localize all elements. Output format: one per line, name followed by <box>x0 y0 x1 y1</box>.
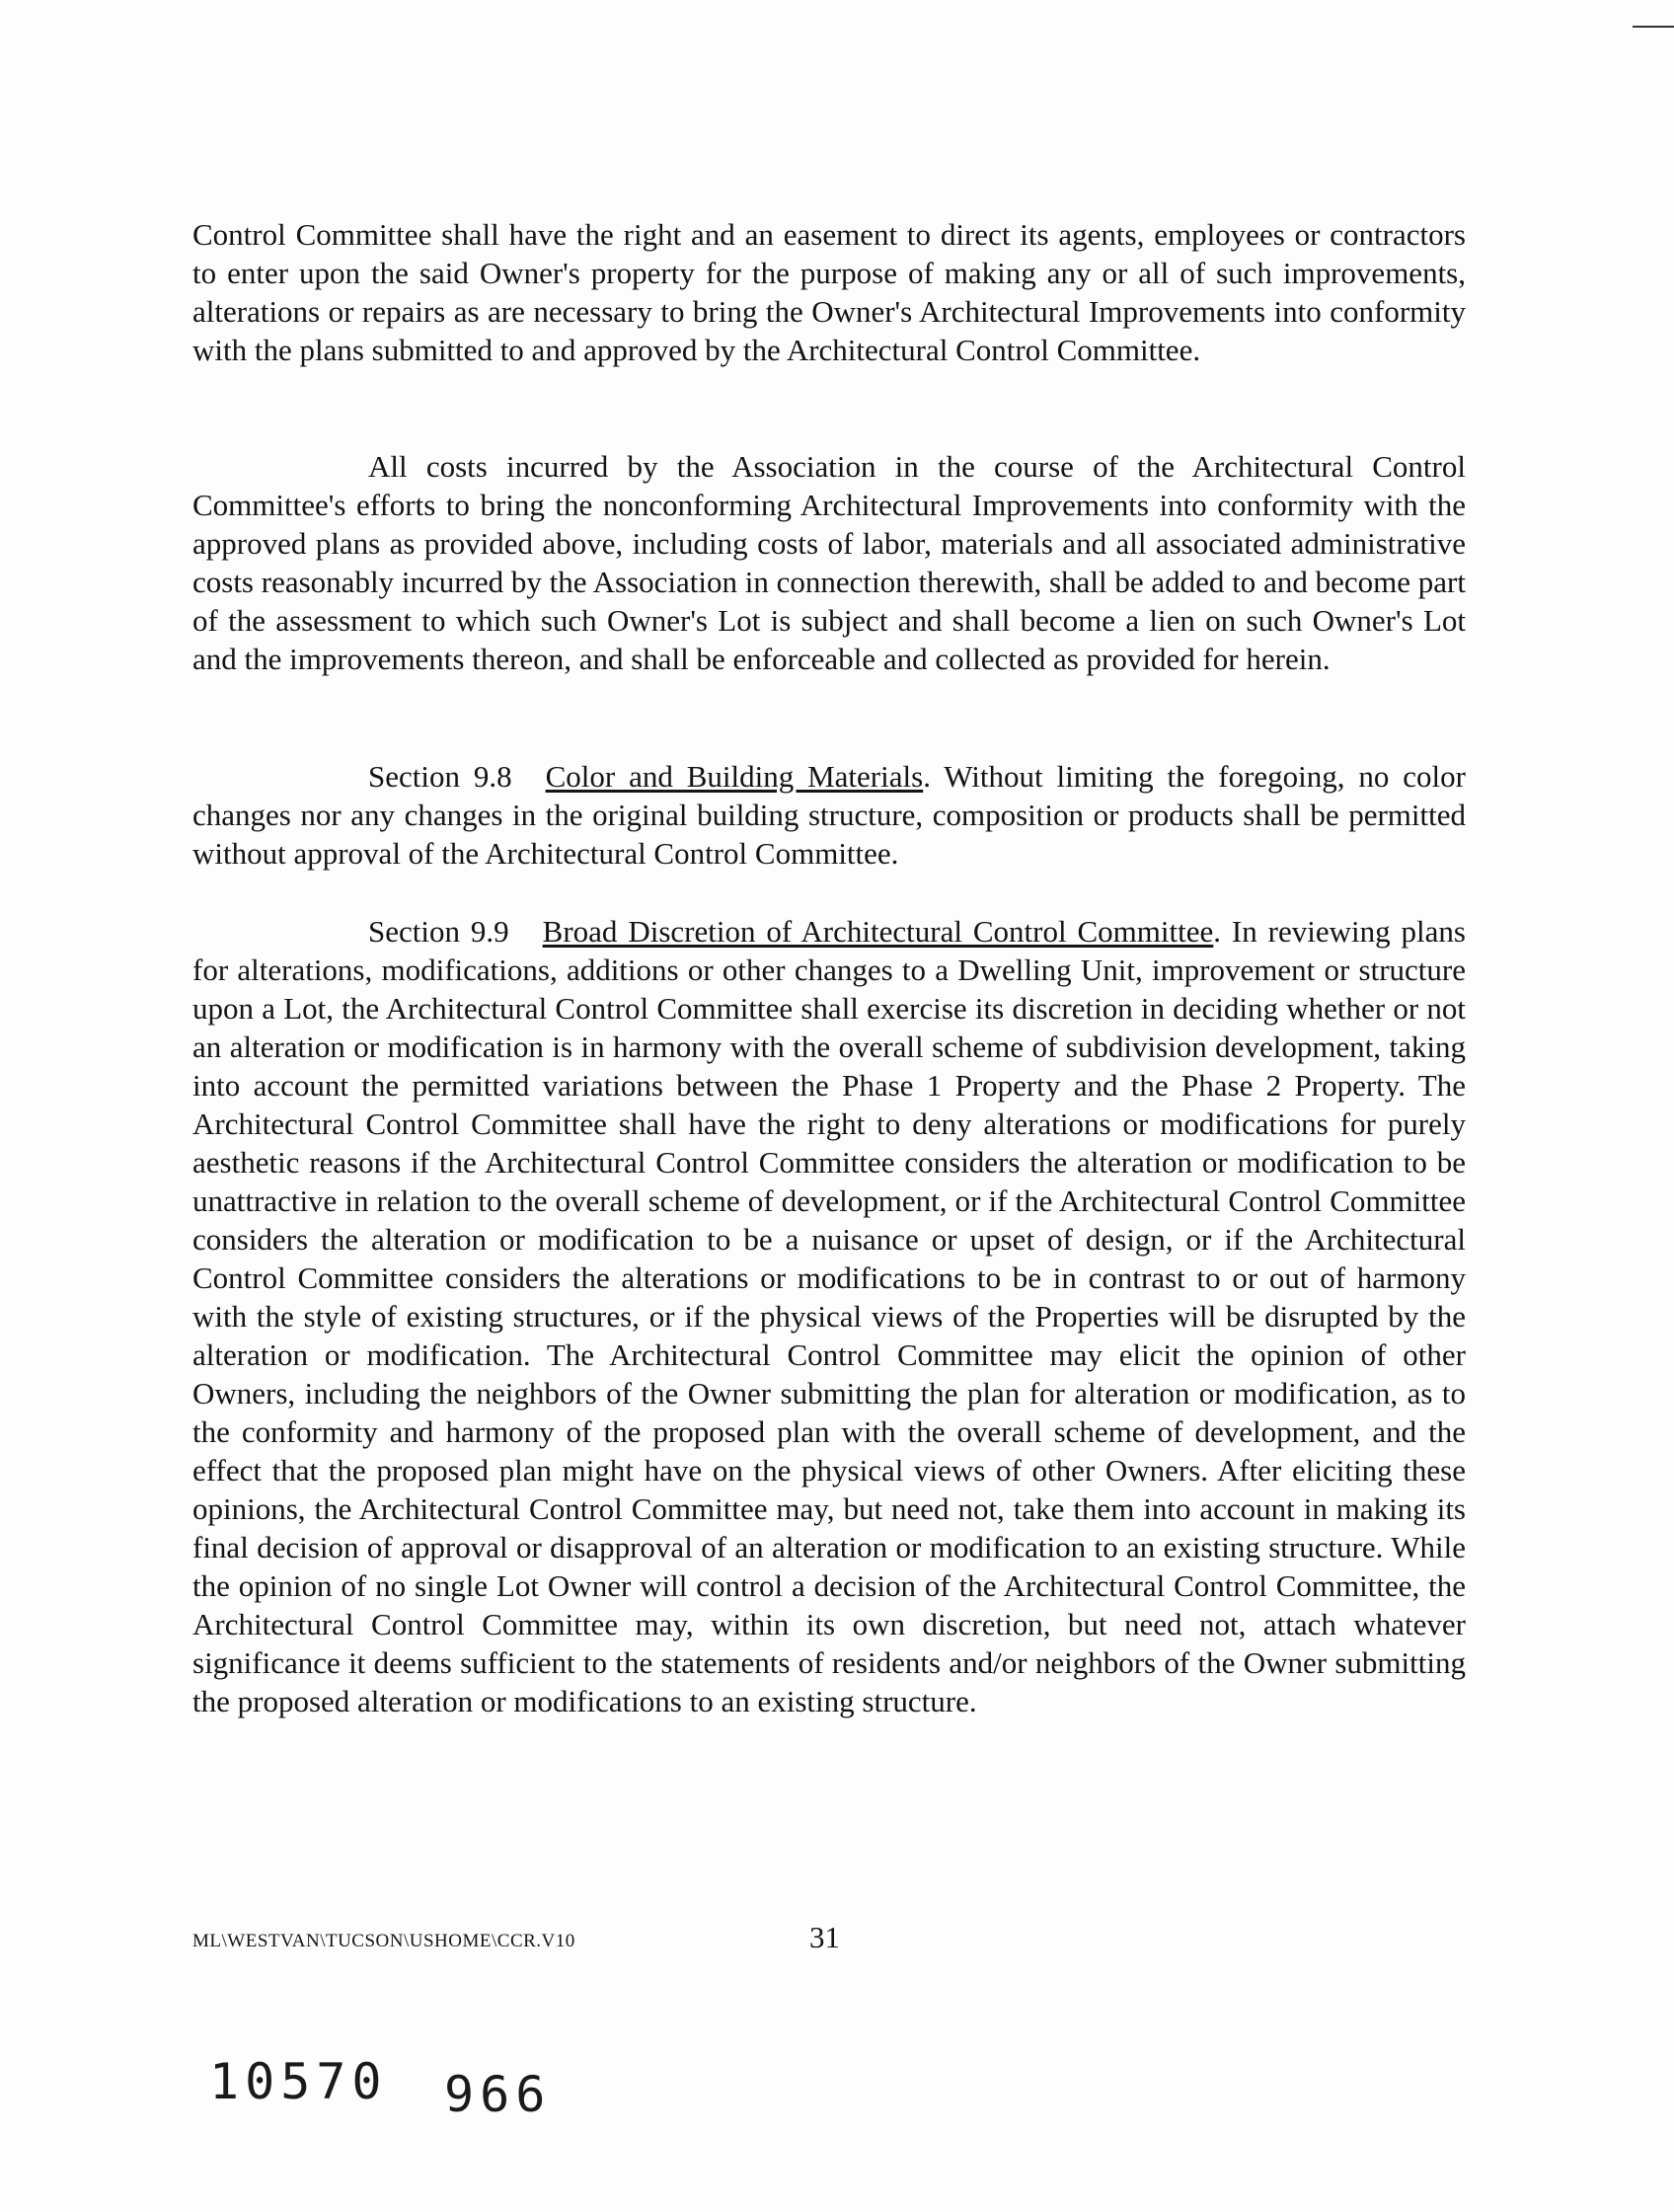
section-body: . Without limiting the foregoing, no color changes nor any changes in the original building structure, composition or products shall be permitted without approval of the Architectural Control Committee. <box>192 759 1466 871</box>
section-title: Broad Discretion of Architectural Control Committee <box>542 914 1214 949</box>
section-9-8 <box>192 757 1466 873</box>
section-number: Section 9.8 <box>368 759 512 794</box>
paragraph-continuation: Control Committee shall have the right and an easement to direct its agents, employees or contractors to enter upon the said Owner's property for the purpose of making any or all of such improvements, alterations or repairs as are necessary to bring the Owner's Architectural Improvements into conformity with the plans submitted to and approved by the Architectural Control Committee. <box>192 217 1466 367</box>
paragraph-costs: All costs incurred by the Association in the course of the Architectural Control Committee's efforts to bring the nonconforming Architectural Improvements into conformity with the approved plans as provided above, including costs of labor, materials and all associated administrative costs reasonably incurred by the Association in connection therewith, shall be added to and become part of the assessment to which such Owner's Lot is subject and shall become a lien on such Owner's Lot and the improvements thereon, and shall be enforceable and collected as provided for herein. <box>192 449 1466 676</box>
footer-file-path: ML\WESTVAN\TUCSON\USHOME\CCR.V10 <box>192 1931 575 1951</box>
page-number: 31 <box>809 1920 840 1954</box>
section-number: Section 9.9 <box>368 914 509 949</box>
section-body: . In reviewing plans for alterations, modifications, additions or other changes to a Dwelling Unit, improvement or structure upon a Lot, the Architectural Control Committee shall exercise its discretion in deciding whether or not an alteration or modification is in harmony with the overall scheme of subdivision development, taking into account the permitted variations between the Phase 1 Property and the Phase 2 Property. The Architectural Control Committee shall have the right to deny alterations or modifications for purely aesthetic reasons if the Architectural Control Committee considers the alteration or modification to be unattractive in relation to the overall scheme of development, or if the Architectural Control Committee considers the alteration or modification to be a nuisance or upset of design, or if the Architectural Control Committee considers the alterations or modifications to be in contrast to or out of harmony with the style of existing structures, or if the physical views of the Properties will be disrupted by the alteration or modification. The Architectural Control Committee may elicit the opinion of other Owners, including the neighbors of the Owner submitting the plan for alteration or modification, as to the conformity and harmony of the proposed plan with the overall scheme of development, and the effect that the proposed plan might have on the physical views of other Owners. After eliciting these opinions, the Architectural Control Committee may, but need not, take them into account in making its final decision of approval or disapproval of an alteration or modification to an existing structure. While the opinion of no single Lot Owner will control a decision of the Architectural Control Committee, the Architectural Control Committee may, within its own discretion, but need not, attach whatever significance it deems sufficient to the statements of residents and/or neighbors of the Owner submitting the proposed alteration or modifications to an existing structure. <box>192 914 1466 1718</box>
scan-edge-mark <box>1633 26 1674 28</box>
section-title: Color and Building Materials <box>545 759 924 794</box>
recording-stamp-book: 10570 <box>209 2053 388 2110</box>
section-9-9 <box>192 912 1466 1720</box>
recording-stamp-page: 966 <box>444 2066 552 2123</box>
